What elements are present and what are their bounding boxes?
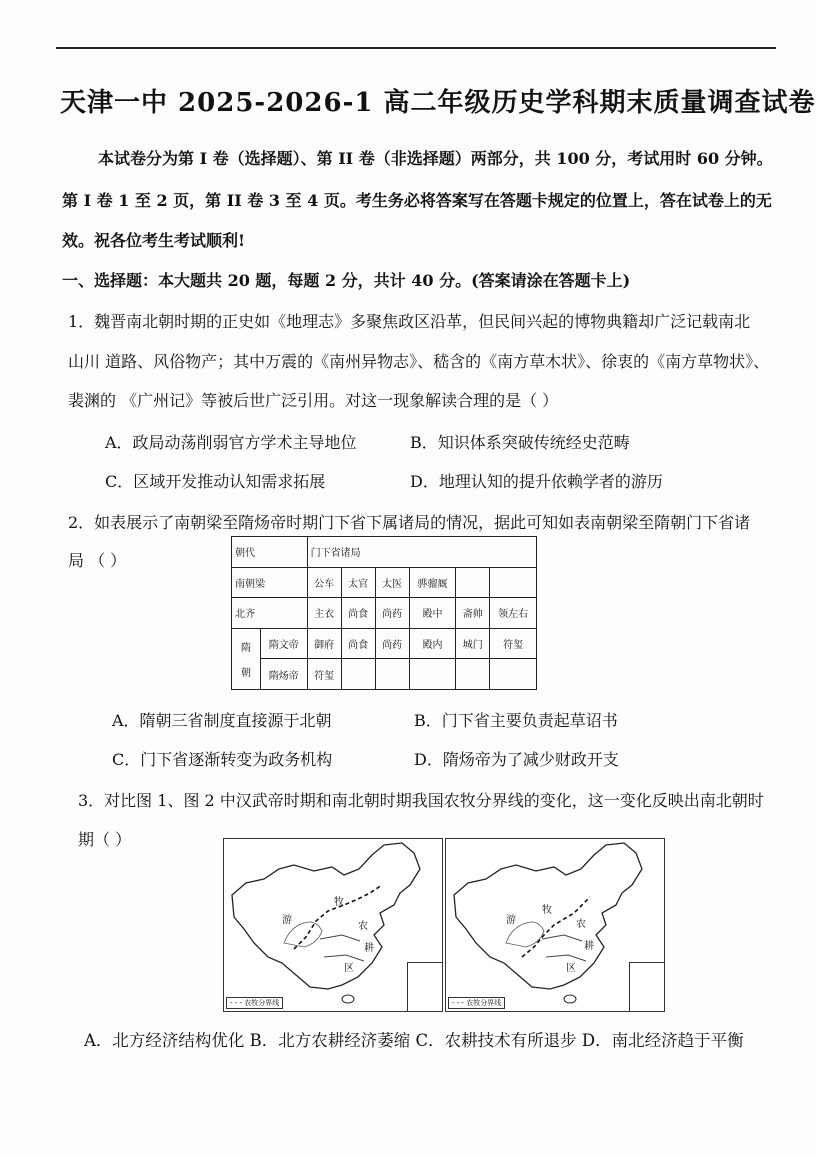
table-cell: 尚食 bbox=[341, 628, 375, 659]
header-rule bbox=[56, 47, 776, 49]
table-cell bbox=[409, 659, 456, 690]
table-header-bureaus: 门下省诸局 bbox=[307, 537, 536, 568]
table-cell: 公车 bbox=[307, 567, 341, 598]
table-cell: 太官 bbox=[341, 567, 375, 598]
question-1-option-d: D．地理认知的提升依赖学者的游历 bbox=[410, 472, 663, 491]
table-cell: 城门 bbox=[456, 628, 490, 659]
map-legend: - - - 农牧分界线 bbox=[226, 997, 283, 1009]
map-label: 农 bbox=[576, 919, 586, 930]
question-3-options: A．北方经济结构优化 B．北方农耕经济萎缩 C．农耕技术有所退步 D．南北经济趋于平衡 bbox=[84, 1031, 744, 1050]
table-cell bbox=[375, 659, 409, 690]
page-title: 天津一中 2025-2026-1 高二年级历史学科期末质量调查试卷 bbox=[60, 88, 816, 118]
table-cell-sui-char: 隋 bbox=[241, 642, 251, 654]
map-label: 牧 bbox=[542, 905, 552, 916]
map-label: 耕 bbox=[584, 941, 594, 952]
table-cell: 领左右 bbox=[490, 598, 537, 629]
map-label: 游 bbox=[506, 915, 516, 926]
table-cell: 尚药 bbox=[375, 628, 409, 659]
table-cell: 太医 bbox=[375, 567, 409, 598]
bureau-table bbox=[231, 536, 537, 690]
question-2-option-b: B．门下省主要负责起草诏书 bbox=[414, 711, 618, 730]
table-header-dynasty: 朝代 bbox=[232, 537, 308, 568]
map-label: 区 bbox=[344, 963, 354, 974]
question-3-line-2: 期（ ） bbox=[78, 830, 132, 849]
table-row bbox=[232, 567, 537, 598]
table-cell: 殿中 bbox=[409, 598, 456, 629]
map-figure-1 bbox=[223, 838, 443, 1012]
table-cell: 斋帅 bbox=[456, 598, 490, 629]
table-cell: 隋炀帝 bbox=[261, 659, 308, 690]
intro-line-1: 本试卷分为第 I 卷（选择题）、第 II 卷（非选择题）两部分，共 100 分，考试用时 60 分钟。 bbox=[98, 149, 773, 168]
table-cell bbox=[456, 567, 490, 598]
question-1-option-c: C．区域开发推动认知需求拓展 bbox=[105, 472, 326, 491]
table-cell-sui bbox=[232, 628, 261, 689]
table-cell: 隋文帝 bbox=[261, 628, 308, 659]
table-cell: 主衣 bbox=[307, 598, 341, 629]
question-2-option-c: C．门下省逐渐转变为政务机构 bbox=[112, 750, 333, 769]
intro-line-3: 效。祝各位考生考试顺利! bbox=[62, 231, 246, 250]
map-label: 区 bbox=[566, 963, 576, 974]
south-sea-inset bbox=[407, 962, 442, 1011]
table-cell bbox=[490, 567, 537, 598]
intro-line-2: 第 I 卷 1 至 2 页，第 II 卷 3 至 4 页。考生务必将答案写在答题卡规定的位置上，答在试卷上的无 bbox=[62, 191, 772, 210]
table-row bbox=[232, 598, 537, 629]
map-legend: - - - 农牧分界线 bbox=[448, 997, 505, 1009]
table-cell: 符玺 bbox=[490, 628, 537, 659]
question-1-line-3: 裴渊的 《广州记》等被后世广泛引用。对这一现象解读合理的是（ ） bbox=[68, 391, 559, 410]
question-2-option-a: A．隋朝三省制度直接源于北朝 bbox=[112, 711, 332, 730]
table-cell bbox=[456, 659, 490, 690]
table-row bbox=[232, 659, 537, 690]
map-label: 农 bbox=[358, 921, 368, 932]
map-label: 游 bbox=[282, 915, 292, 926]
question-1-line-2: 山川 道路、风俗物产；其中万震的《南州异物志》、嵇含的《南方草木状》、徐衷的《南方草物状》、 bbox=[68, 352, 770, 371]
table-row bbox=[232, 537, 537, 568]
question-1-option-b: B．知识体系突破传统经史范畴 bbox=[410, 433, 630, 452]
question-1-option-a: A．政局动荡削弱官方学术主导地位 bbox=[105, 433, 357, 452]
table-cell: 御府 bbox=[307, 628, 341, 659]
question-2-option-d: D．隋炀帝为了减少财政开支 bbox=[414, 750, 619, 769]
table-cell bbox=[341, 659, 375, 690]
table-cell bbox=[490, 659, 537, 690]
table-cell: 尚药 bbox=[375, 598, 409, 629]
map-label: 牧 bbox=[334, 897, 344, 908]
table-cell: 北齐 bbox=[232, 598, 308, 629]
table-cell: 符玺 bbox=[307, 659, 341, 690]
table-cell: 尚食 bbox=[341, 598, 375, 629]
table-row bbox=[232, 628, 537, 659]
table-cell: 骅骝厩 bbox=[409, 567, 456, 598]
question-1-line-1: 1．魏晋南北朝时期的正史如《地理志》多聚焦政区沿革，但民间兴起的博物典籍却广泛记载南北 bbox=[68, 312, 751, 331]
table-cell: 殿内 bbox=[409, 628, 456, 659]
table-cell-chao-char: 朝 bbox=[241, 667, 251, 679]
map-label: 耕 bbox=[364, 943, 374, 954]
table-cell: 南朝梁 bbox=[232, 567, 308, 598]
question-2-line-2: 局 （ ） bbox=[68, 551, 127, 570]
question-3-line-1: 3．对比图 1、图 2 中汉武帝时期和南北朝时期我国农牧分界线的变化，这一变化反映出南北朝时 bbox=[78, 791, 764, 810]
section-heading: 一、选择题：本大题共 20 题，每题 2 分，共计 40 分。(答案请涂在答题卡上) bbox=[62, 271, 631, 290]
question-2-line-1: 2．如表展示了南朝梁至隋炀帝时期门下省下属诸局的情况，据此可知如表南朝梁至隋朝门下省诸 bbox=[68, 513, 751, 532]
south-sea-inset bbox=[629, 962, 664, 1011]
map-figure-2 bbox=[445, 838, 665, 1012]
